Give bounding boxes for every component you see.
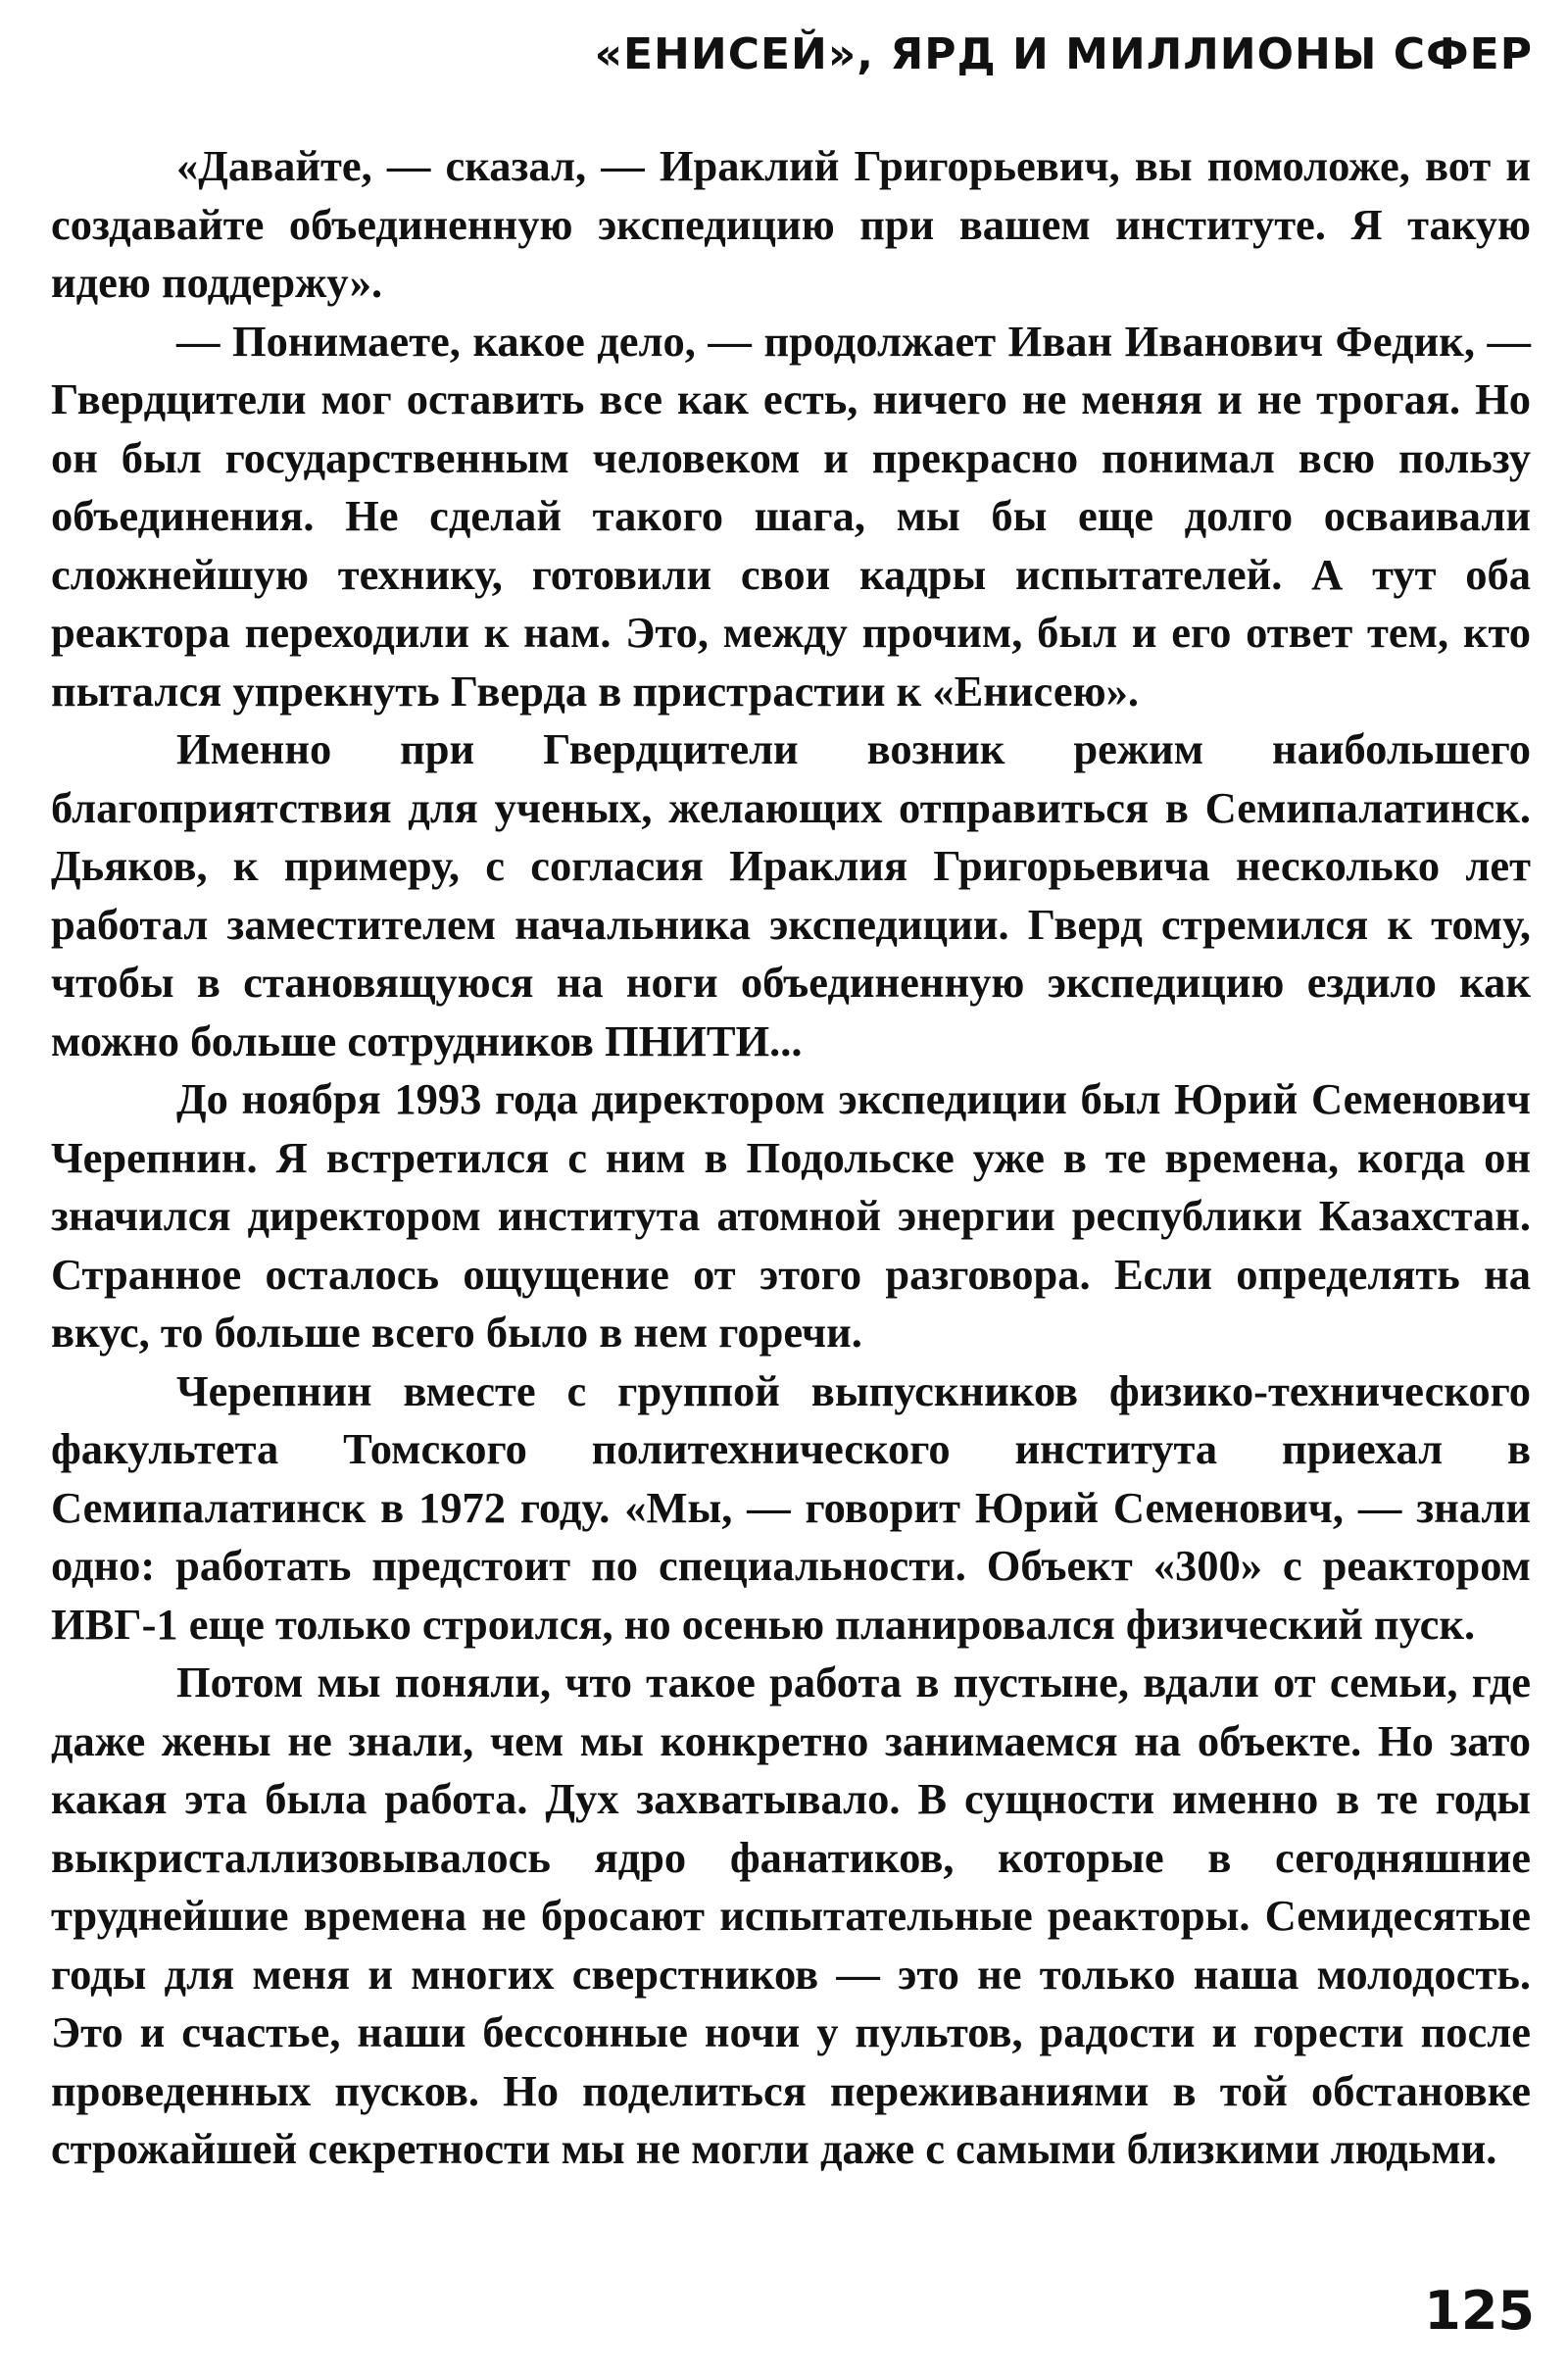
paragraph: Потом мы поняли, что такое работа в пустыне, вдали от семьи, где даже жены не знали, чем мы конкретно занимаемся на объекте. Но зато какая эта была работа. Дух захватывало. В сущности именно в те годы выкристаллизовывалось ядро фанатиков, которые в сегодняшние труднейшие времена не бросают испытательные реакторы. Семидесятые годы для меня и многих сверстников — это не только наша молодость. Это и счастье, наши бессонные ночи у пультов, радости и горести после проведенных пусков. Но поделиться переживаниями в той обстановке строжайшей секретности мы не могли даже с самыми близкими людьми.: [51, 1657, 1531, 2173]
paragraph: Именно при Гвердцители возник режим наибольшего благоприятствия для ученых, желающих отправиться в Семипалатинск. Дьяков, к примеру, с согласия Ираклия Григорьевича несколько лет работал заместителем начальника экспедиции. Гверд стремился к тому, чтобы в становящуюся на ноги объединенную экспедицию ездило как можно больше сотрудников ПНИТИ...: [51, 724, 1531, 1065]
paragraph: Черепнин вместе с группой выпускников физико-технического факультета Томского политехнического института приехал в Семипалатинск в 1972 году. «Мы, — говорит Юрий Семенович, — знали одно: работать предстоит по специальности. Объект «300» с реактором ИВГ-1 еще только строился, но осенью планировался физический пуск.: [51, 1365, 1531, 1649]
paragraph: — Понимаете, какое дело, — продолжает Иван Иванович Федик, — Гвердцители мог оставить все как есть, ничего не меняя и не трогая. Но он был государственным человеком и прекрасно понимал всю пользу объединения. Не сделай такого шага, мы бы еще долго осваивали сложнейшую технику, готовили свои кадры испытателей. А тут оба реактора переходили к нам. Это, между прочим, был и его ответ тем, кто пытался упрекнуть Гверда в пристрастии к «Енисею».: [51, 316, 1531, 716]
paragraph: До ноября 1993 года директором экспедиции был Юрий Семенович Черепнин. Я встретился с ним в Подольске уже в те времена, когда он значился директором института атомной энергии республики Казахстан. Странное осталось ощущение от этого разговора. Если определять на вкус, то больше всего было в нем горечи.: [51, 1074, 1531, 1357]
running-header-title: «ЕНИСЕЙ», ЯРД И МИЛЛИОНЫ СФЕР: [594, 29, 1533, 79]
page-number: 125: [1424, 2280, 1535, 2342]
body-text: [51, 137, 1531, 2179]
paragraph: «Давайте, — сказал, — Ираклий Григорьевич, вы помоложе, вот и создавайте объединенную экспедицию при вашем институте. Я такую идею поддержу».: [51, 141, 1531, 307]
